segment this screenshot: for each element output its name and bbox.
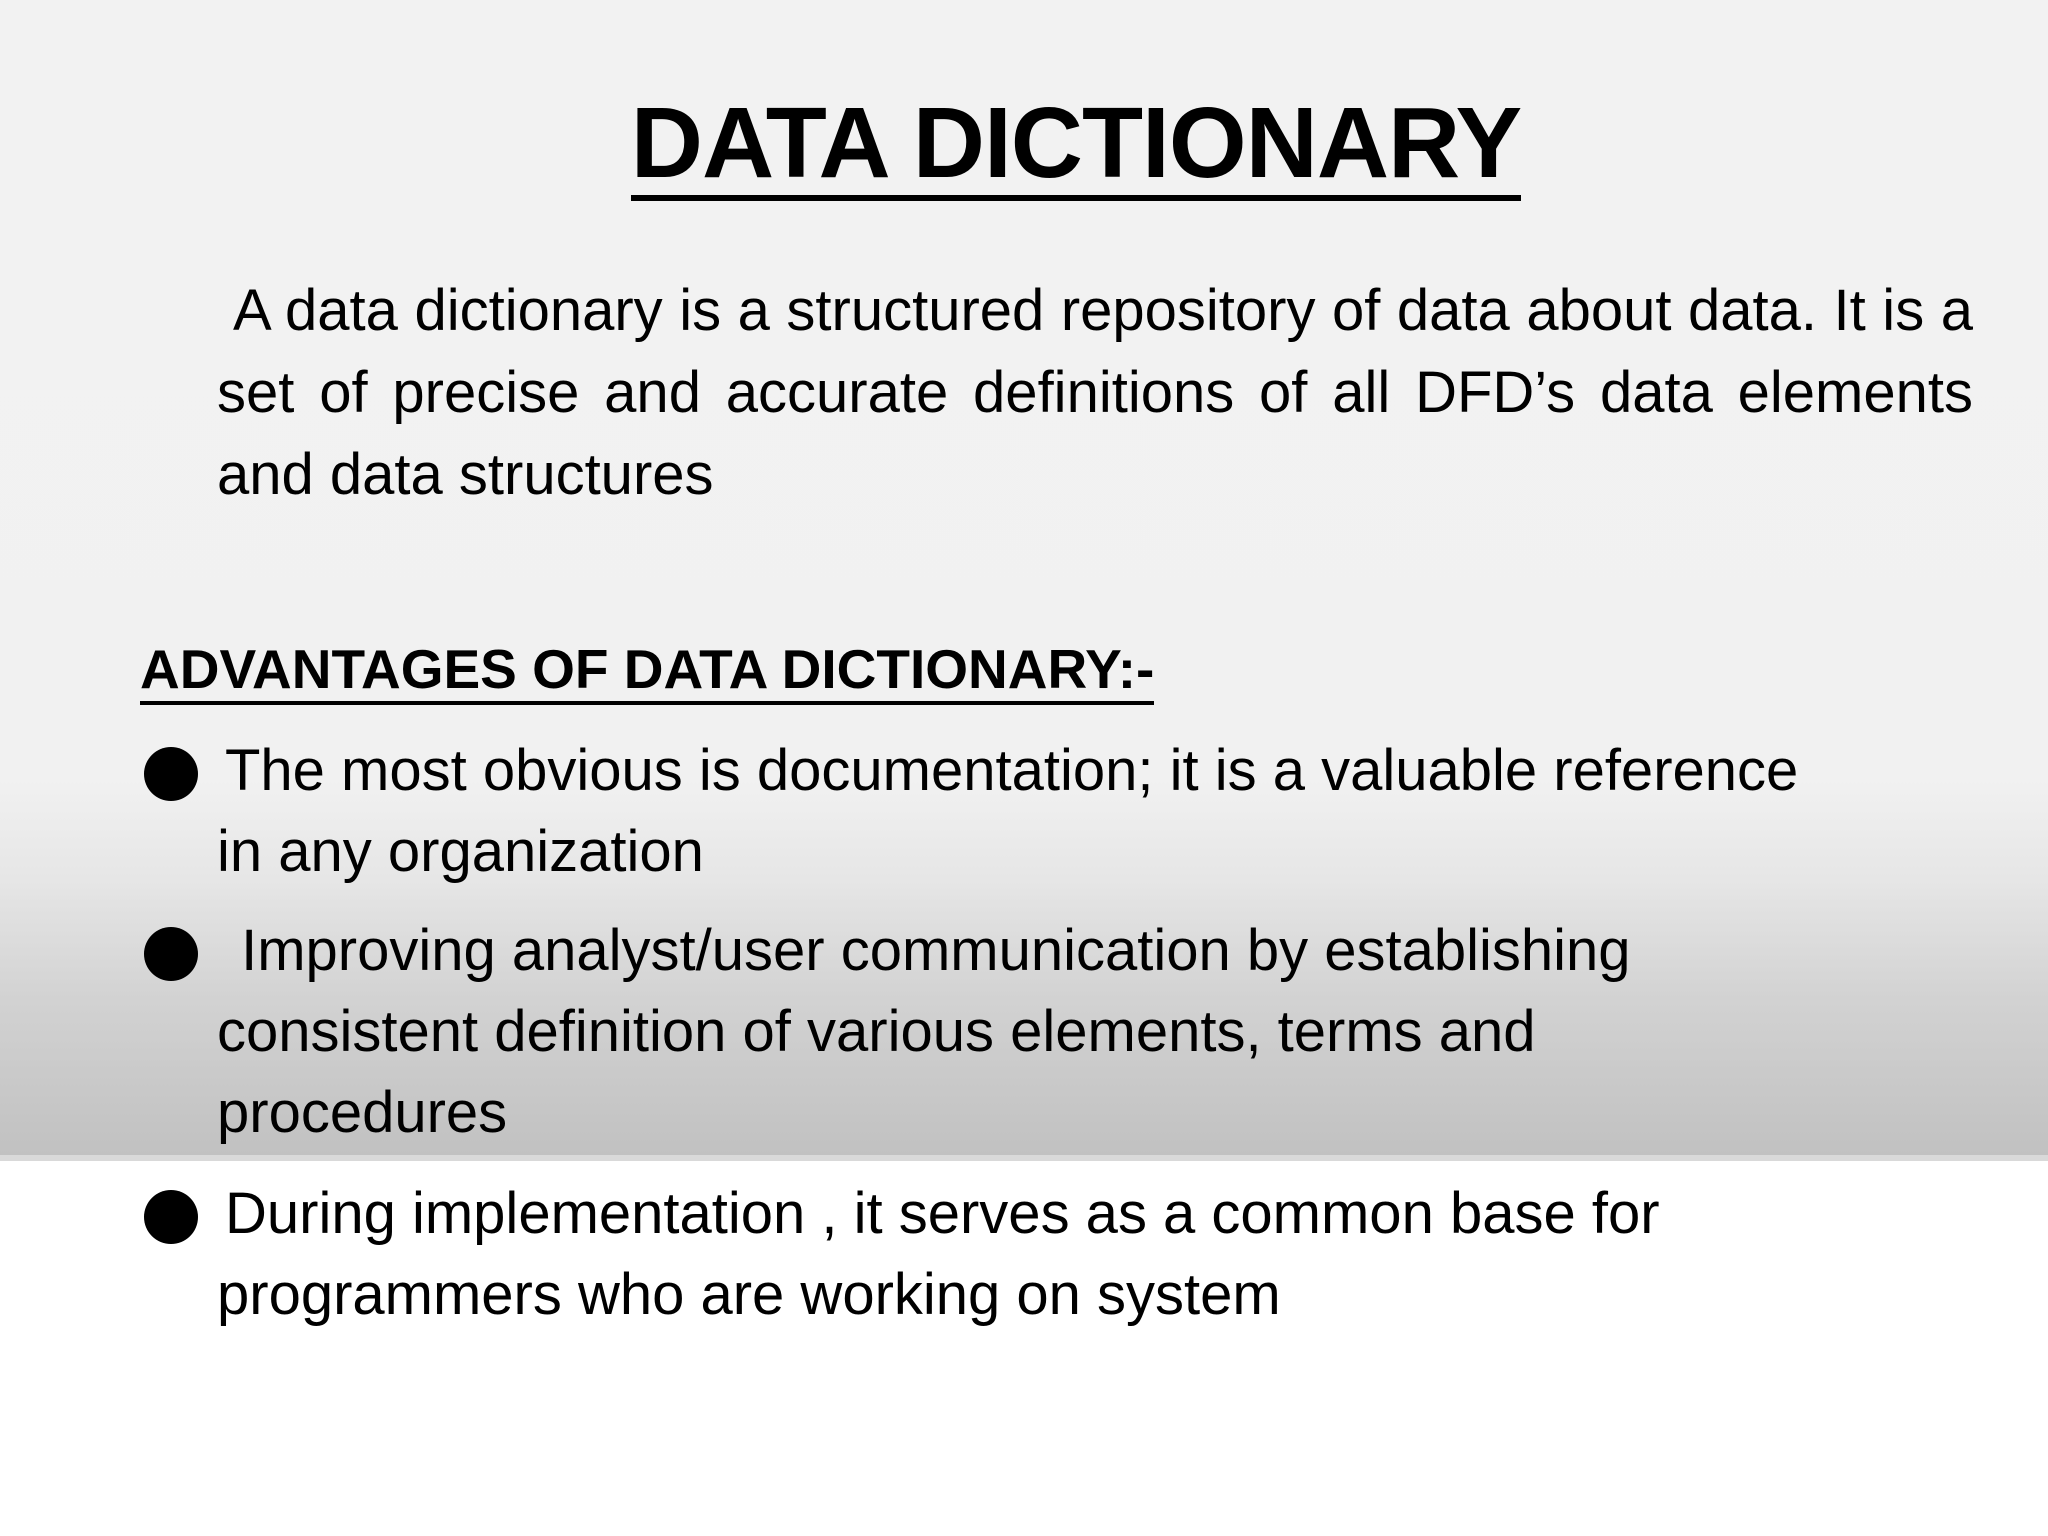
slide-title-text: DATA DICTIONARY <box>630 87 1522 199</box>
advantages-heading-text: ADVANTAGES OF DATA DICTIONARY:- <box>140 638 1154 705</box>
advantage-text <box>140 910 1900 1153</box>
advantage-line-rest: in any organization <box>217 819 704 884</box>
definition-text: A data dictionary is a structured repository of data about data. It is a set of precise and accurate definitions of all DFD’s data elements and data structures <box>217 278 1973 507</box>
slide-title <box>0 88 2048 201</box>
advantage-text <box>140 1173 1980 1335</box>
advantage-line-rest: consistent definition of various elements, terms and procedures <box>217 999 1536 1145</box>
slide-background-edge <box>0 1155 2048 1161</box>
definition-paragraph <box>217 270 1973 516</box>
advantage-line-first: The most obvious is documentation; it is a valuable reference <box>225 738 1799 803</box>
advantage-line-rest: programmers who are working on system <box>217 1262 1281 1327</box>
advantage-line-first: During implementation , it serves as a common base for <box>225 1181 1660 1246</box>
advantage-line-first: Improving analyst/user communication by establishing <box>225 918 1631 983</box>
advantage-text <box>140 730 1980 892</box>
advantages-heading <box>140 633 1154 705</box>
